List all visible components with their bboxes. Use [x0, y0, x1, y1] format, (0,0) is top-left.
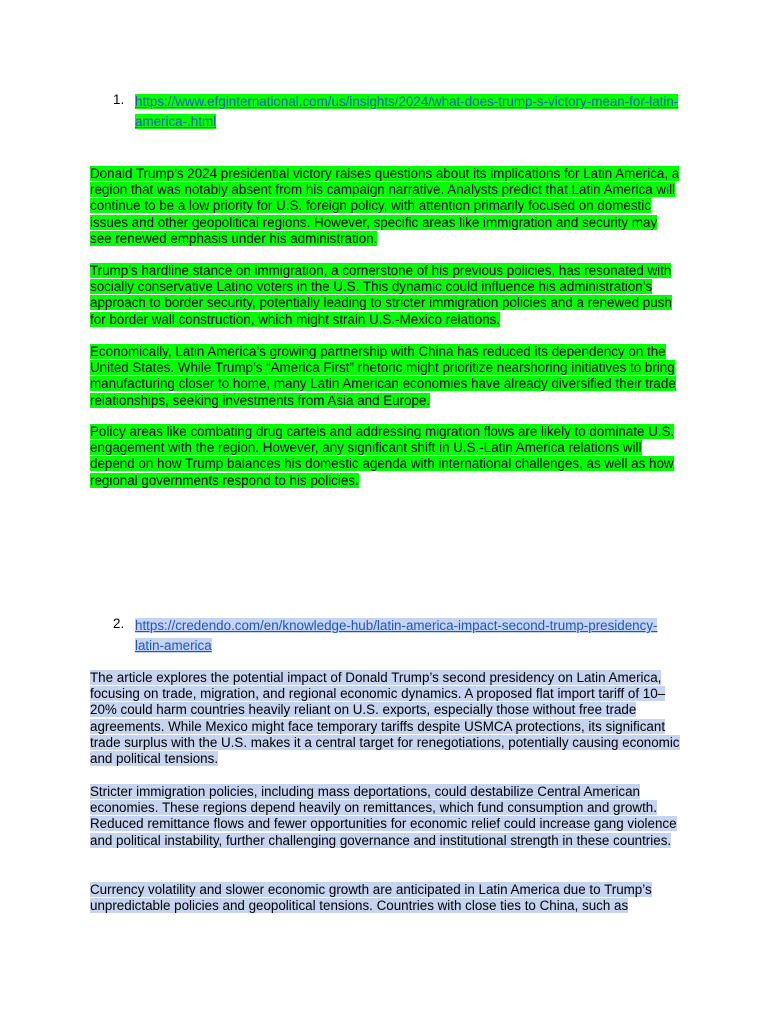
source-link-efg[interactable]: https://www.efginternational.com/us/insights/2024/what-does-trump-s-victory-mean-for-latin-america-.html — [135, 94, 679, 129]
paragraph-1-4: Policy areas like combating drug cartels and addressing migration flows are likely to dominate U.S. engagement with the region. However, any significant shift in U.S.-Latin America relations will depend on how Trump balances his domestic agenda with international challenges, as well as how regional governments respond to his policies. — [90, 424, 675, 488]
paragraph-1-2: Trump’s hardline stance on immigration, a cornerstone of his previous policies, has resonated with socially conservative Latino voters in the U.S. This dynamic could influence his administration’s approach to border security, potentially leading to stricter immigration policies and a renewed push for border wall construction, which might strain U.S.-Mexico relations. — [90, 263, 672, 327]
paragraph-1-1: Donald Trump’s 2024 presidential victory raises questions about its implications for Latin America, a region that was notably absent from his campaign narrative. Analysts predict that Latin America will continue to be a low priority for U.S. foreign policy, with attention primarily focused on domestic issues and other geopolitical regions. However, specific areas like immigration and security may see renewed emphasis under his administration. — [90, 166, 680, 246]
list-number: 2. — [113, 616, 125, 631]
list-item-1 — [113, 92, 683, 132]
paragraph-1-3: Economically, Latin America’s growing partnership with China has reduced its dependency on the United States. While Trump’s “America First” rhetoric might prioritize nearshoring initiatives to bring manufacturing closer to home, many Latin American economies have already diversified their trade relationships, seeking investments from Asia and Europe. — [90, 344, 676, 408]
paragraph-2-3: Currency volatility and slower economic growth are anticipated in Latin America due to Trump’s unpredictable policies and geopolitical tensions. Countries with close ties to China, such as — [90, 882, 652, 914]
list-number: 1. — [113, 92, 125, 107]
source-link-credendo[interactable]: https://credendo.com/en/knowledge-hub/latin-america-impact-second-trump-presidency-latin-america — [135, 618, 658, 653]
list-item-2 — [113, 616, 683, 656]
paragraph-2-2: Stricter immigration policies, including mass deportations, could destabilize Central American economies. These regions depend heavily on remittances, which fund consumption and growth. Reduced remittance flows and fewer opportunities for economic relief could increase gang violence and political instability, further challenging governance and institutional strength in these countries. — [90, 784, 677, 848]
paragraph-2-1: The article explores the potential impact of Donald Trump’s second presidency on Latin America, focusing on trade, migration, and regional economic dynamics. A proposed flat import tariff of 10–20% could harm countries heavily reliant on U.S. exports, especially those without free trade agreements. While Mexico might face temporary tariffs despite USMCA protections, its significant trade surplus with the U.S. makes it a central target for renegotiations, potentially causing economic and political tensions. — [90, 670, 680, 767]
